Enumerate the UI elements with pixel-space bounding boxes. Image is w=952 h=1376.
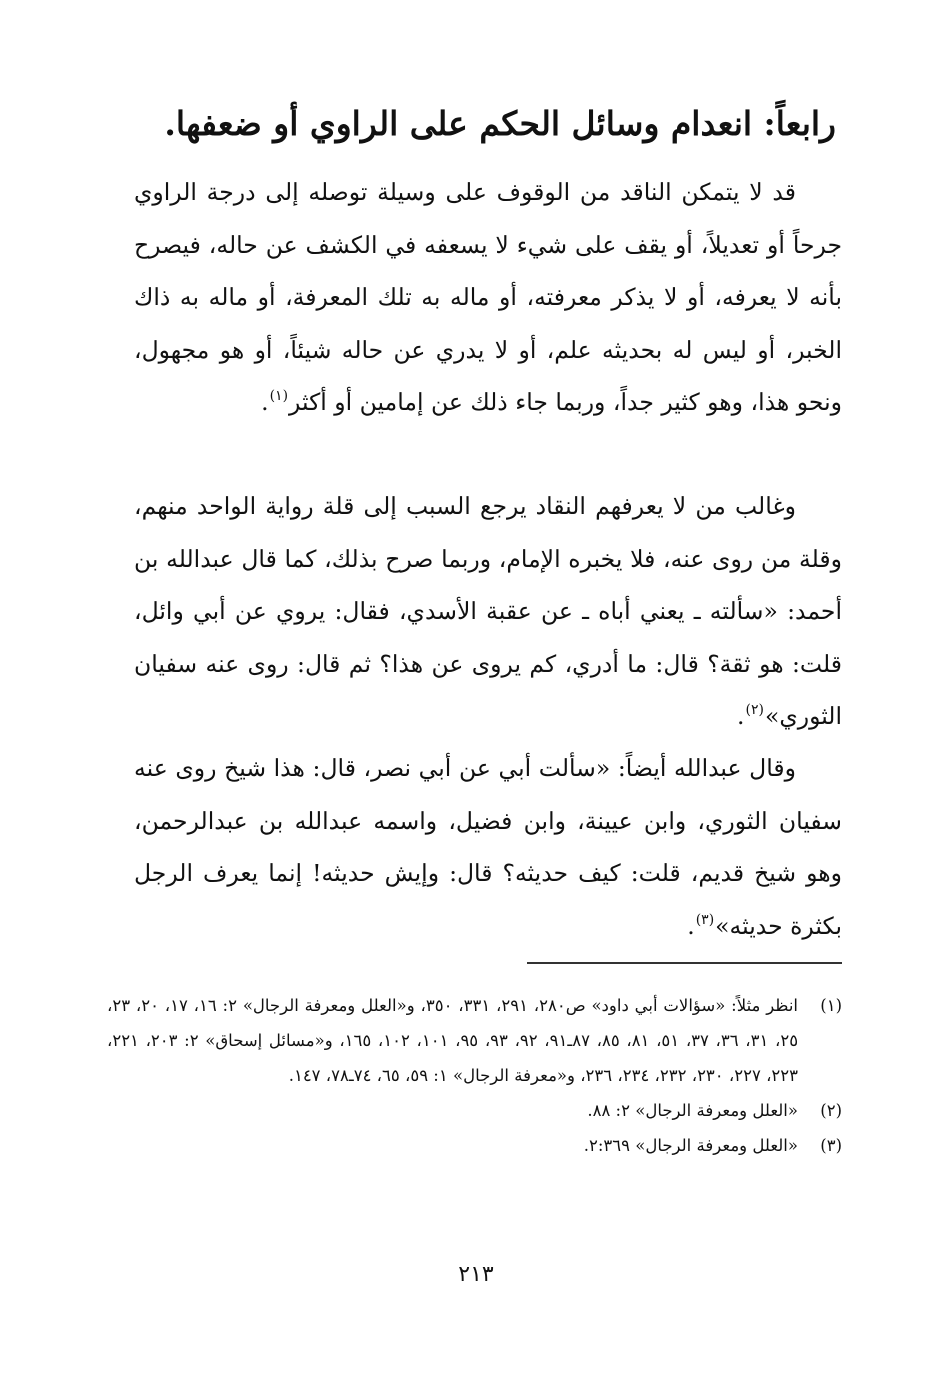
footnote-text: انظر مثلاً: «سؤالات أبي داود» ص٢٨٠، ٢٩١، ٣٣١، ٣٥٠، و«العلل ومعرفة الرجال» ٢: ١٦، ١٧، ٢٠، ٢٣، ٢٥، ٣١، ٣٦، ٣٧، ٥١، ٨١، ٨٥، ٨٧ـ٩١، ٩٢، ٩٣، ٩٥، ١٠١، ١٠٢، ١٦٥، و«مسائل إسحاق» ٢: ٢٠٣، ٢٢١، ٢٢٣، ٢٢٧، ٢٣٠، ٢٣٢، ٢٣٤، ٢٣٦، و«معرفة الرجال» ١: ٥٩، ٦٥، ٧٤ـ٧٨، ١٤٧. <box>107 996 799 1085</box>
paragraph-end: . <box>737 702 745 730</box>
paragraph-end: . <box>261 388 269 416</box>
footnote-reference-1[interactable]: (١) <box>269 388 289 404</box>
paragraph-end: . <box>687 911 695 940</box>
footnote-text: «العلل ومعرفة الرجال» ٢: ٨٨. <box>587 1101 798 1120</box>
footnote-item-1 <box>107 988 842 1093</box>
footnote-number: (٢) <box>820 1101 842 1120</box>
footnote-item-2 <box>107 1093 842 1128</box>
body-paragraph-1 <box>134 166 842 429</box>
body-paragraph-2 <box>134 480 842 743</box>
footnote-text: «العلل ومعرفة الرجال» ٢:٣٦٩. <box>583 1136 798 1155</box>
paragraph-text: وقال عبدالله أيضاً: «سألت أبي عن أبي نصر، قال: هذا شيخ روى عنه سفيان الثوري، وابن عيينة، وابن فضيل، واسمه عبدالله بن عبدالرحمن، وهو شيخ قديم، قلت: كيف حديثه؟ قال: وإيش حديثه! إنما يعرف الرجل بكثرة حديثه» <box>134 754 842 940</box>
page-number: ٢١٣ <box>458 1262 494 1287</box>
footnote-separator <box>527 962 842 964</box>
paragraph-text: وغالب من لا يعرفهم النقاد يرجع السبب إلى قلة رواية الواحد منهم، وقلة من روى عنه، فلا يخبره الإمام، وربما صرح بذلك، كما قال عبدالله بن أحمد: «سألته ـ يعني أباه ـ عن عقبة الأسدي، فقال: يروي عن أبي وائل، قلت: هو ثقة؟ قال: ما أدري، كم يروى عن هذا؟ ثم قال: روى عنه سفيان الثوري» <box>134 492 842 730</box>
footnotes-list <box>107 988 842 1163</box>
footnote-number: (٣) <box>820 1136 842 1155</box>
footnote-number: (١) <box>820 996 842 1015</box>
body-paragraph-3 <box>134 742 842 952</box>
footnote-item-3 <box>107 1128 842 1163</box>
section-heading: رابعاً: انعدام وسائل الحكم على الراوي أو ضعفها. <box>164 104 836 143</box>
footnote-reference-3[interactable]: (٣) <box>695 911 715 928</box>
footnote-reference-2[interactable]: (٢) <box>745 702 764 718</box>
paragraph-text: قد لا يتمكن الناقد من الوقوف على وسيلة توصله إلى درجة الراوي جرحاً أو تعديلاً، أو يقف على شيء لا يسعفه في الكشف عن حاله، فيصرح بأنه لا يعرفه، أو لا يذكر معرفته، أو ماله به تلك المعرفة، أو ماله به ذاك الخبر، أو ليس له بحديثه علم، أو لا يدري عن حاله شيئاً، أو هو مجهول، ونحو هذا، وهو كثير جداً، وربما جاء ذلك عن إمامين أو أكثر <box>134 178 842 416</box>
